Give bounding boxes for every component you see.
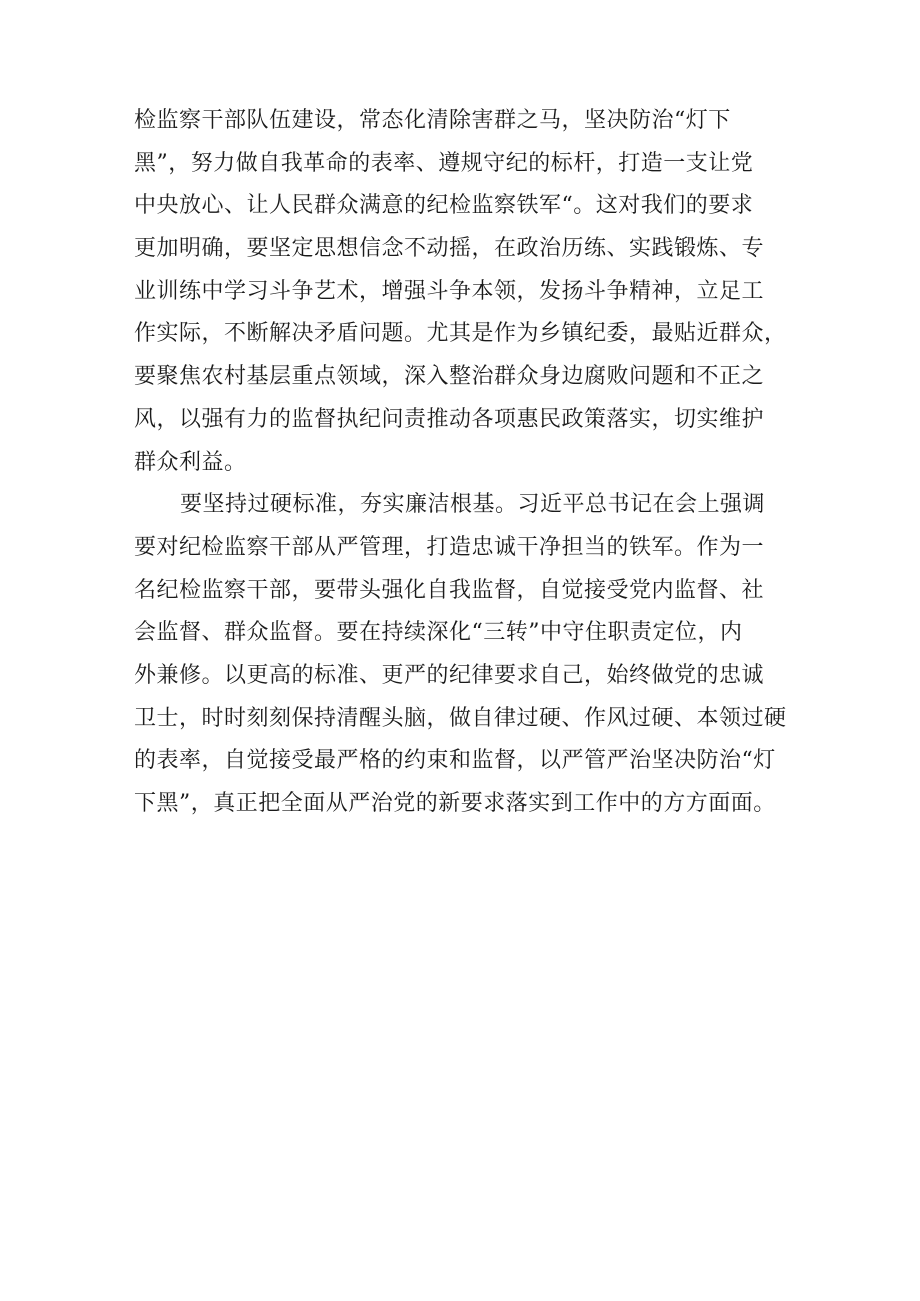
text-line: 会监督、群众监督。要在持续深化“三转”中守住职责定位，内 xyxy=(134,620,743,646)
text-line: 中央放心、让人民群众满意的纪检监察铁军“。这对我们的要求 xyxy=(134,193,754,219)
text-line: 名纪检监察干部，要带头强化自我监督，自觉接受党内监督、社 xyxy=(134,577,765,603)
paragraph-1 xyxy=(134,100,824,484)
text-line: 要对纪检监察干部从严管理，打造忠诚干净担当的铁军。作为一 xyxy=(134,534,765,560)
text-line: 卫士，时时刻刻保持清醒头脑，做自律过硬、作风过硬、本领过硬 xyxy=(134,705,787,731)
text-line: 更加明确，要坚定思想信念不动摇，在政治历练、实践锻炼、专 xyxy=(134,236,765,262)
text-line: 外兼修。以更高的标准、更严的纪律要求自己，始终做党的忠诚 xyxy=(134,662,765,688)
text-line: 黑”，努力做自我革命的表率、遵规守纪的标杆，打造一支让党 xyxy=(134,150,754,176)
text-line: 业训练中学习斗争艺术，增强斗争本领，发扬斗争精神，立足工 xyxy=(134,278,765,304)
text-line: 风，以强有力的监督执纪问责推动各项惠民政策落实，切实维护 xyxy=(134,406,765,432)
text-line: 作实际，不断解决矛盾问题。尤其是作为乡镇纪委，最贴近群众， xyxy=(134,321,787,347)
text-line: 的表率，自觉接受最严格的约束和监督，以严管严治坚决防治“灯 xyxy=(134,748,776,774)
paragraph-2 xyxy=(134,484,824,826)
document-body xyxy=(134,100,824,826)
text-line: 要聚焦农村基层重点领域，深入整治群众身边腐败问题和不正之 xyxy=(134,364,765,390)
text-line-indented: 要坚持过硬标准，夯实廉洁根基。习近平总书记在会上强调 xyxy=(180,492,766,518)
text-line: 下黑”，真正把全面从严治党的新要求落实到工作中的方方面面。 xyxy=(134,791,776,816)
text-line: 群众利益。 xyxy=(134,449,247,475)
text-line: 检监察干部队伍建设，常态化清除害群之马，坚决防治“灯下 xyxy=(134,108,731,133)
